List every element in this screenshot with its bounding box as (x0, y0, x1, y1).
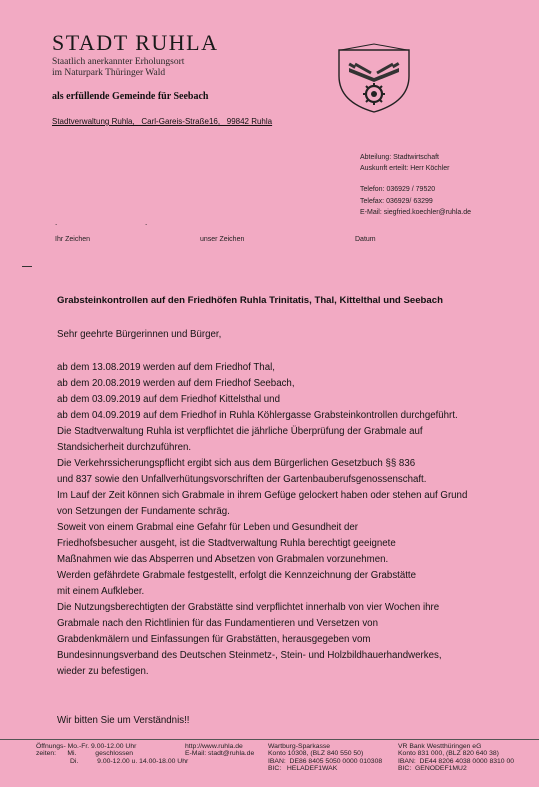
contact-department: Abteilung: Stadtwirtschaft (360, 154, 439, 161)
footer-bank-vr: VR Bank Westthüringen eG Konto 831 000, (BLZ 820 640 38) IBAN: DE44 8206 4038 0000 8310 00 BIC: GENODEF1MU2 (398, 743, 515, 773)
body-line: und 837 sowie den Unfallverhütungsvorschriften der Gartenbauberufsgenossenschaft. (57, 474, 427, 485)
body-line: ab dem 13.08.2019 werden auf dem Friedhof Thal, (57, 362, 275, 373)
body-line: wieder zu befestigen. (57, 666, 149, 677)
body-line: Werden gefährdete Grabmale festgestellt, erfolgt die Kennzeichnung der Grabstätte (57, 570, 417, 581)
contact-person: Auskunft erteilt: Herr Köchler (360, 165, 450, 172)
footer-divider (0, 739, 539, 740)
body-line: Die Verkehrssicherungspflicht ergibt sich aus dem Bürgerlichen Gesetzbuch §§ 836 (57, 458, 416, 469)
body-line: Bundesinnungsverband des Deutschen Steinmetz-, Stein- und Holzbildhauerhandwerkes, (57, 650, 442, 661)
body-line: ab dem 20.08.2019 werden auf dem Friedhof Seebach, (57, 378, 295, 389)
footer-bank-sparkasse: Wartburg-Sparkasse Konto 10308, (BLZ 840 550 50) IBAN: DE86 8405 5050 0000 010308 BIC: HELADEF1WAK (268, 743, 383, 773)
body-line: ab dem 04.09.2019 auf dem Friedhof in Ruhla Köhlergasse Grabsteinkontrollen durchgeführt. (57, 410, 458, 421)
body-line: Im Lauf der Zeit können sich Grabmale in ihrem Gefüge gelockert haben oder stehen auf Grund (57, 490, 468, 501)
body-line: Standsicherheit durchzuführen. (57, 442, 192, 453)
coat-of-arms-icon (335, 42, 413, 114)
body-line: Grabdenkmälern und Einfassungen für Grabstätten, herausgegeben vom (57, 634, 371, 645)
city-subtitle-1: Staatlich anerkannter Erholungsort (52, 57, 185, 67)
body-line: Soweit von einem Grabmal eine Gefahr für Leben und Gesundheit der (57, 522, 359, 533)
body-line: von Setzungen der Fundamente schräg. (57, 506, 230, 517)
city-name: STADT RUHLA (52, 30, 219, 55)
city-subtitle-2: im Naturpark Thüringer Wald (52, 68, 166, 78)
letter-subject: Grabsteinkontrollen auf den Friedhöfen Ruhla Trinitatis, Thal, Kittelthal und Seebach (57, 295, 443, 306)
body-line: Friedhofsbesucher ausgeht, ist die Stadtverwaltung Ruhla berechtigt geeignete (57, 538, 396, 549)
municipality-role: als erfüllende Gemeinde für Seebach (52, 91, 209, 102)
your-reference-label: Ihr Zeichen (55, 236, 91, 243)
reference-dot: . (145, 218, 148, 227)
salutation: Sehr geehrte Bürgerinnen und Bürger, (57, 329, 222, 340)
contact-email: E-Mail: siegfried.koechler@ruhla.de (360, 209, 471, 216)
sender-address: Stadtverwaltung Ruhla, Carl-Gareis-Straße16, 99842 Ruhla (52, 117, 273, 126)
contact-phone: Telefon: 036929 / 79520 (360, 186, 436, 193)
body-line: Die Stadtverwaltung Ruhla ist verpflichtet die jährliche Überprüfung der Grabmale auf (57, 426, 423, 437)
fold-mark (22, 266, 32, 267)
body-line: ab dem 03.09.2019 auf dem Friedhof Kittelsthal und (57, 394, 280, 405)
reference-dot: . (55, 218, 58, 227)
closing: Wir bitten Sie um Verständnis!! (57, 715, 190, 726)
date-label: Datum (355, 236, 376, 243)
body-line: Grabmale nach den Richtlinien für das Fundamentieren und Versetzen von (57, 618, 378, 629)
footer-opening-hours: Öffnungs- Mo.-Fr. 9.00-12.00 Uhr zeiten: Mi. geschlossen Di. 9.00-12.00 u. 14.00-18.00 Uhr (36, 743, 189, 765)
body-line: Maßnahmen wie das Absperren und Absetzen von Grabmalen vorzunehmen. (57, 554, 389, 565)
letter-body (57, 360, 467, 680)
our-reference-label: unser Zeichen (200, 236, 245, 243)
body-line: mit einem Aufkleber. (57, 586, 145, 597)
body-line: Die Nutzungsberechtigten der Grabstätte sind verpflichtet innerhalb von vier Wochen ihre (57, 602, 440, 613)
contact-fax: Telefax: 036929/ 63299 (360, 198, 433, 205)
footer-web-contact: http://www.ruhla.de E-Mail: stadt@ruhla.de (185, 743, 255, 758)
